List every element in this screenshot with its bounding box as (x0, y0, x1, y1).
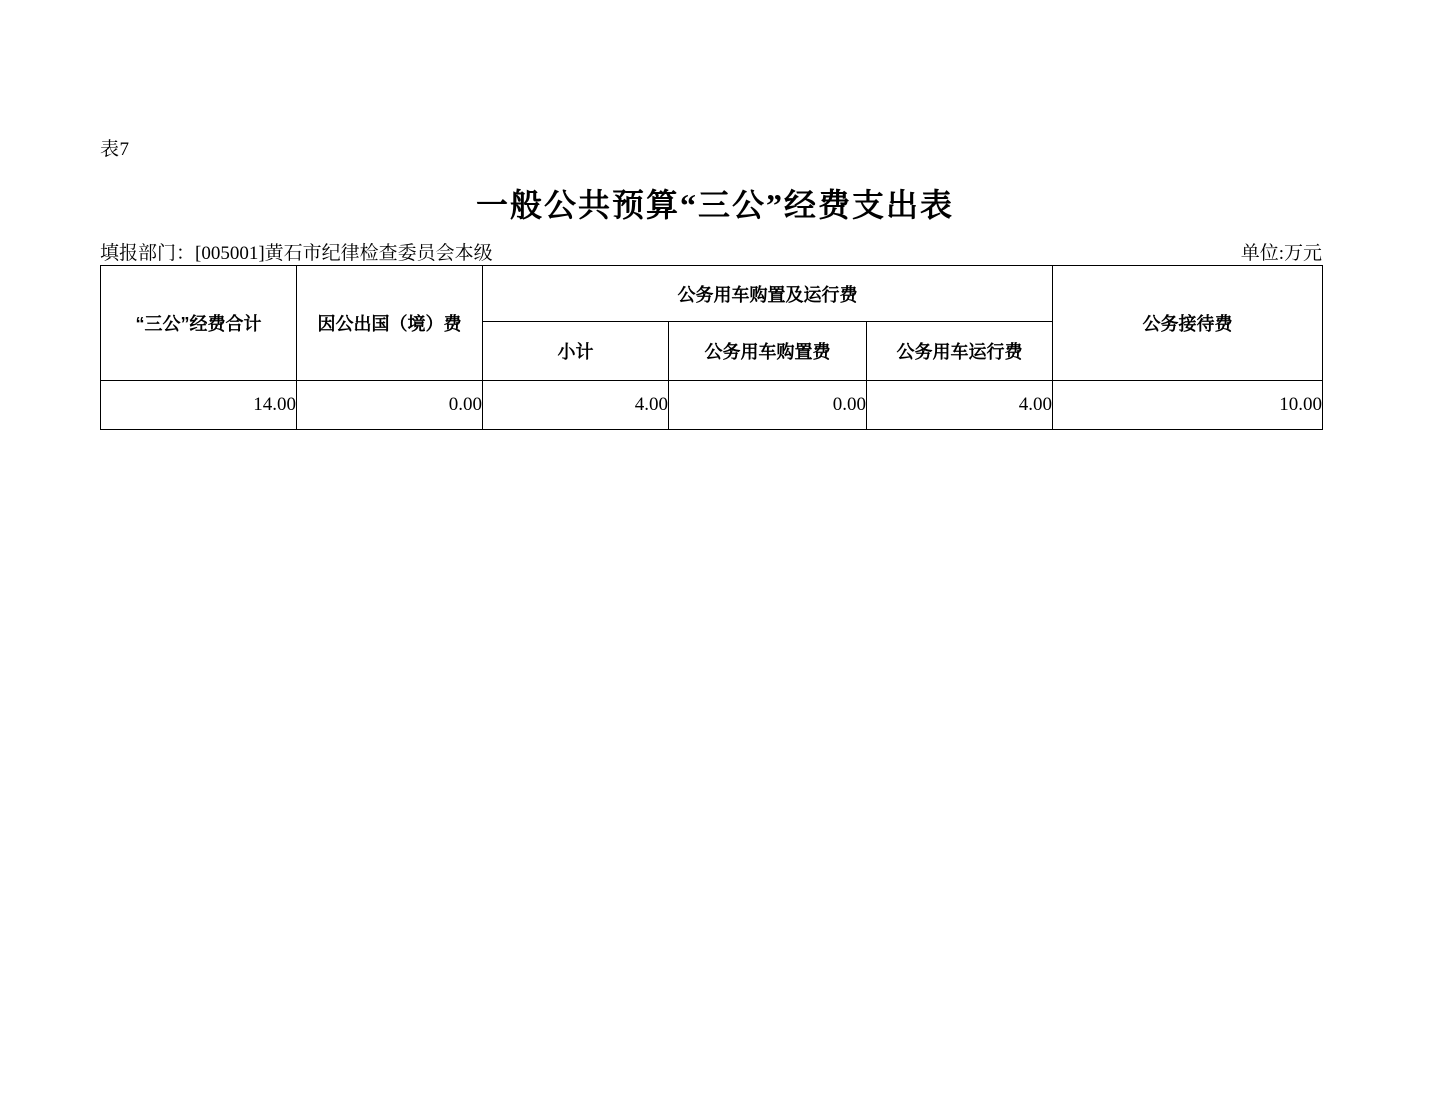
unit-label: 单位:万元 (1240, 243, 1322, 264)
header-vehicle-group: 公务用车购置及运行费 (483, 266, 1053, 322)
cell-vehicle-operation: 4.00 (867, 381, 1053, 430)
table-header (101, 266, 1323, 381)
cell-hosting: 10.00 (1053, 381, 1323, 430)
table-header-row-top (101, 266, 1323, 322)
header-hosting: 公务接待费 (1053, 266, 1323, 381)
cell-vehicle-purchase: 0.00 (669, 381, 867, 430)
table-body (101, 381, 1323, 430)
table-row (101, 381, 1323, 430)
cell-vehicle-subtotal: 4.00 (483, 381, 669, 430)
header-vehicle-operation: 公务用车运行费 (867, 322, 1053, 381)
header-vehicle-subtotal: 小计 (483, 322, 669, 381)
header-abroad: 因公出国（境）费 (297, 266, 483, 381)
sheet-label: 表7 (100, 139, 130, 160)
cell-total: 14.00 (101, 381, 297, 430)
cell-abroad: 0.00 (297, 381, 483, 430)
department-label: 填报部门：[005001]黄石市纪律检查委员会本级 (100, 243, 493, 264)
header-total: “三公”经费合计 (101, 266, 297, 381)
header-vehicle-purchase: 公务用车购置费 (669, 322, 867, 381)
page-title: 一般公共预算“三公”经费支出表 (475, 187, 954, 223)
budget-table (100, 265, 1323, 430)
meta-row (100, 238, 1322, 265)
